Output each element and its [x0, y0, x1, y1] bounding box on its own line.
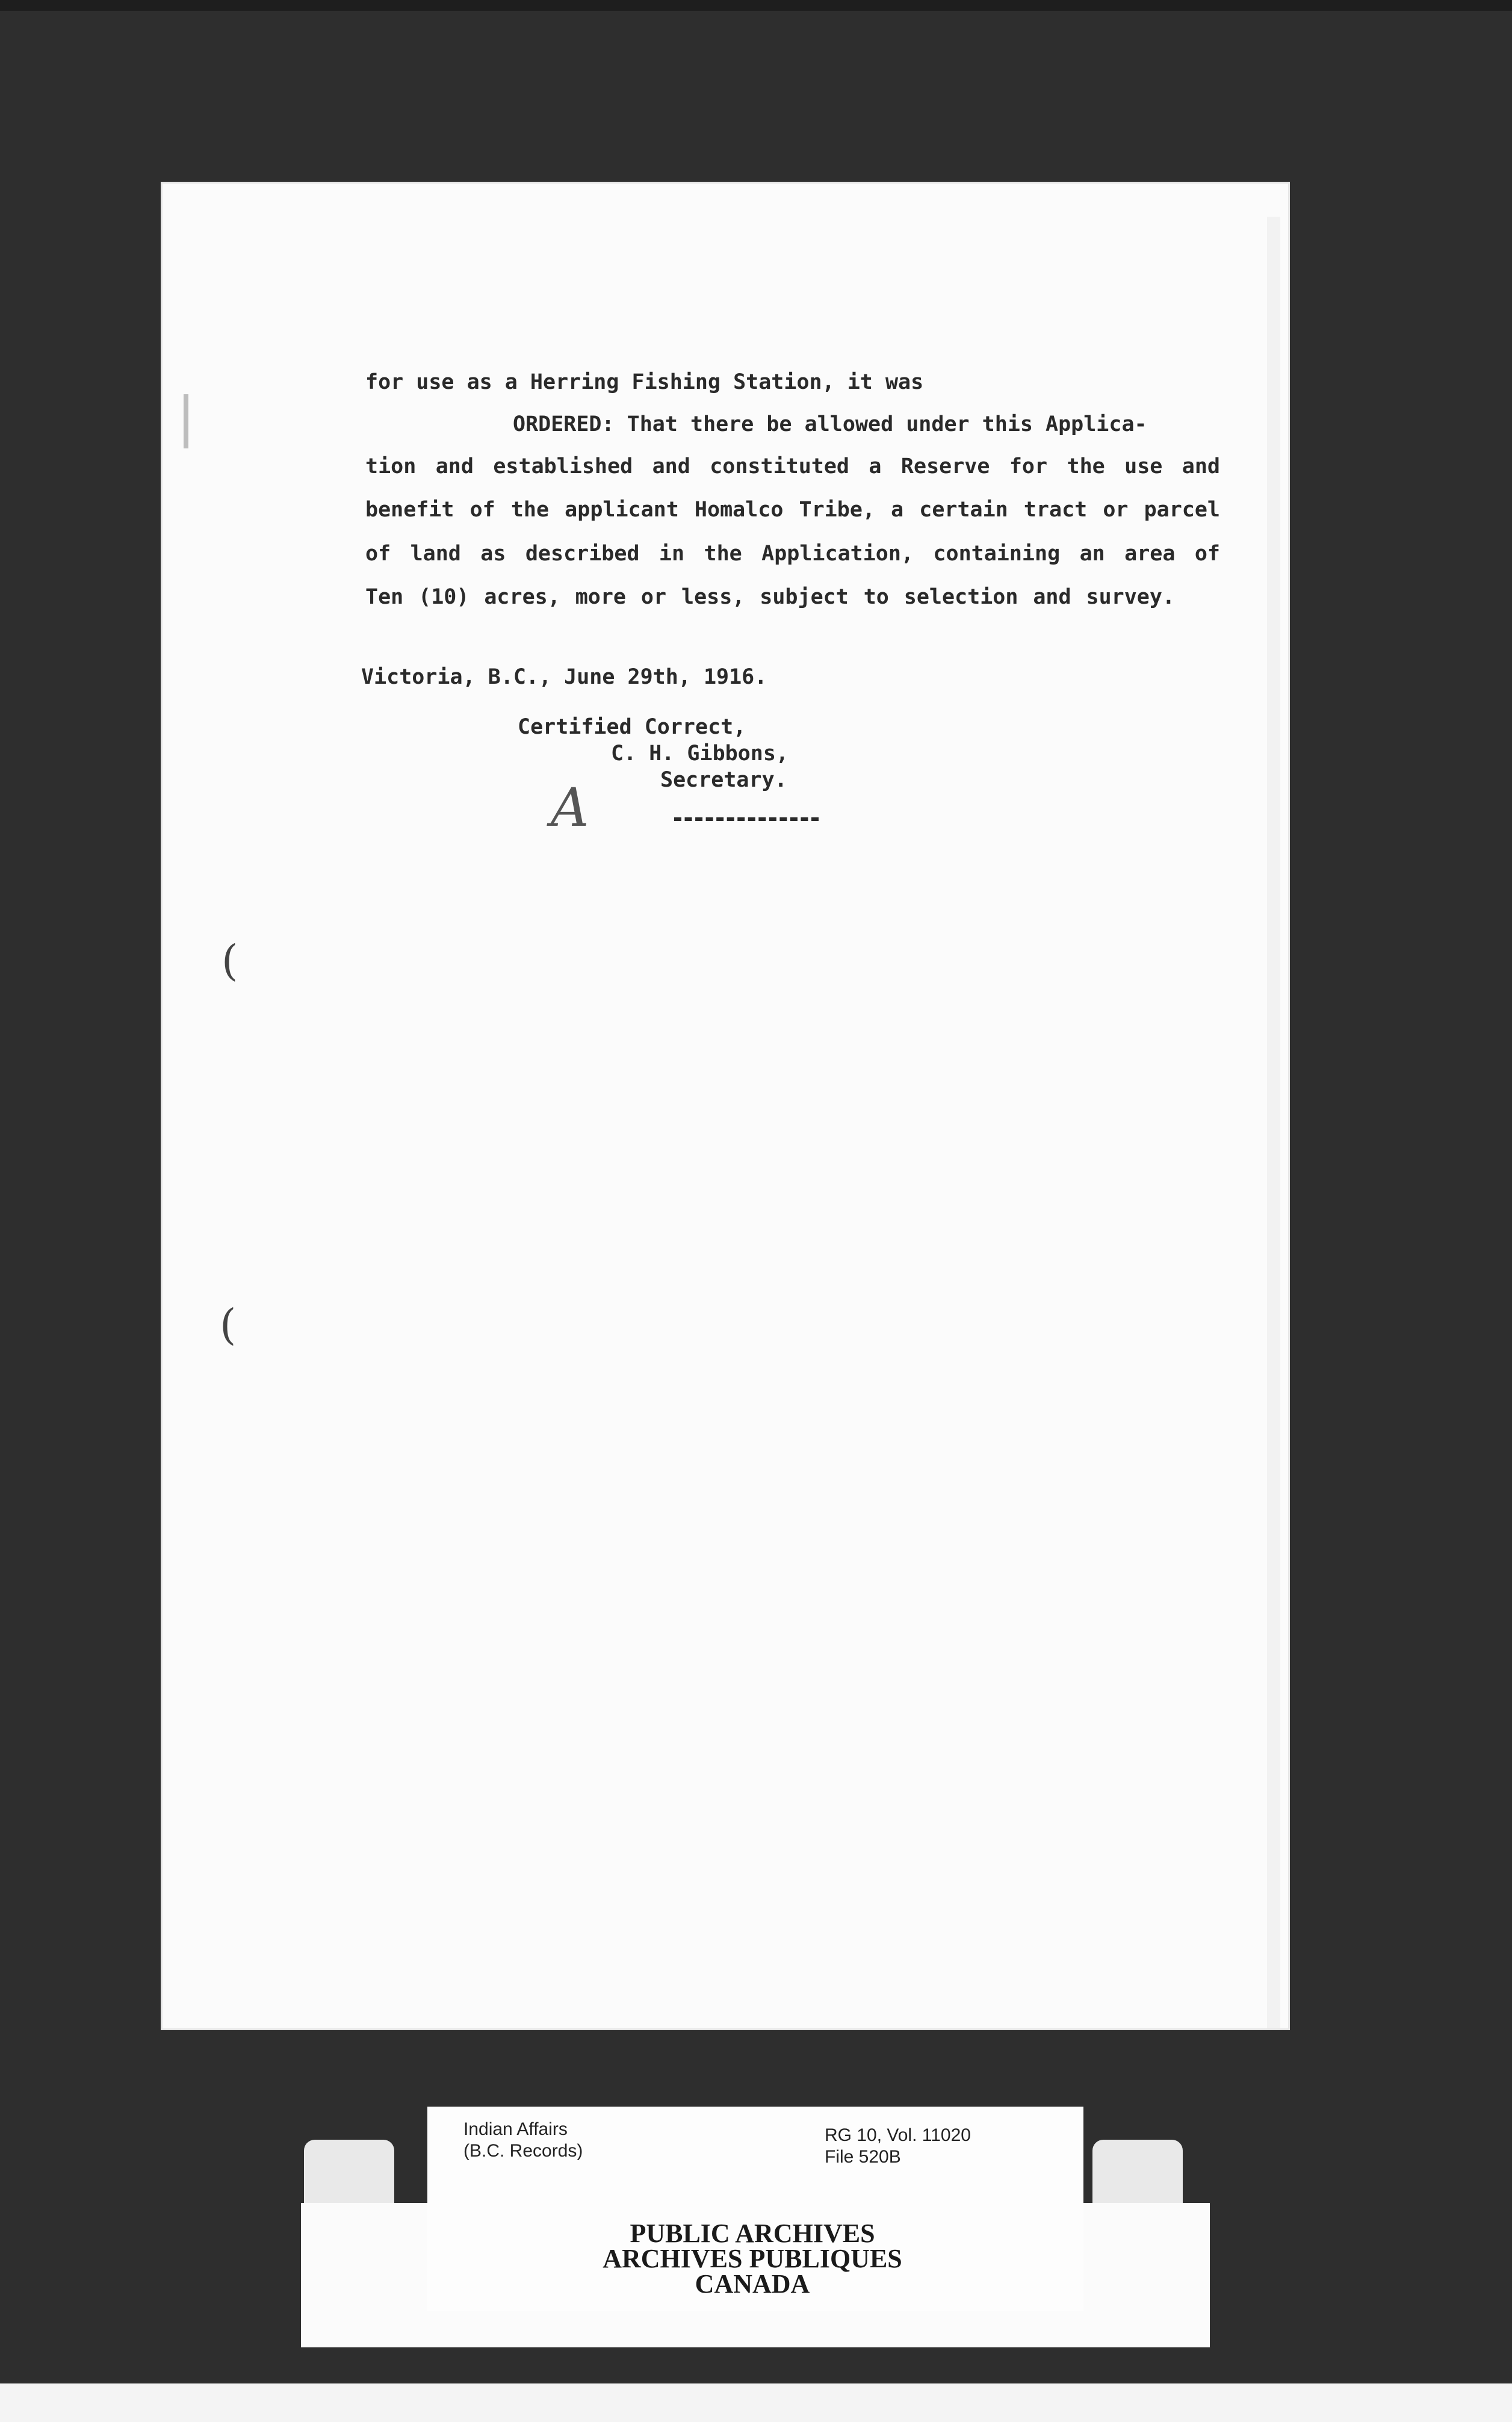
archives-stamp: [542, 2221, 963, 2297]
body-line-2: ORDERED: That there be allowed under this Applica-: [513, 412, 1147, 436]
punch-hole-mark: (: [220, 1300, 237, 1349]
certified-line: Certified Correct,: [518, 715, 746, 739]
handwritten-initial: A: [551, 776, 589, 838]
signer-name: C. H. Gibbons,: [611, 742, 789, 766]
stamp-line-3: CANADA: [695, 2269, 810, 2299]
label-dept-line1: Indian Affairs: [463, 2119, 568, 2139]
page-edge: [1267, 217, 1280, 2028]
scan-top-border: [0, 0, 1512, 11]
place-date: Victoria, B.C., June 29th, 1916.: [361, 665, 767, 689]
punch-hole-mark: (: [222, 936, 238, 985]
body-line-3: tion and established and constituted a Reserve for the use and: [365, 454, 1220, 479]
label-ref-line2: File 520B: [825, 2147, 901, 2167]
signer-title: Secretary.: [660, 768, 787, 792]
body-line-6: Ten (10) acres, more or less, subject to selection and survey.: [365, 585, 1175, 609]
stamp-line-1: PUBLIC ARCHIVES: [630, 2219, 875, 2248]
body-line-4: benefit of the applicant Homalco Tribe, a certain tract or parcel: [365, 498, 1220, 522]
label-dept-line2: (B.C. Records): [463, 2141, 583, 2161]
closing-dash-line: [674, 817, 819, 821]
binder-mark: [184, 394, 188, 448]
body-line-5: of land as described in the Application, containing an area of: [365, 542, 1220, 566]
stamp-line-2: ARCHIVES PUBLIQUES: [603, 2244, 902, 2273]
label-ref-line1: RG 10, Vol. 11020: [825, 2125, 971, 2145]
body-line-1: for use as a Herring Fishing Station, it was: [365, 370, 924, 394]
scan-bottom-strip: [0, 2383, 1512, 2422]
